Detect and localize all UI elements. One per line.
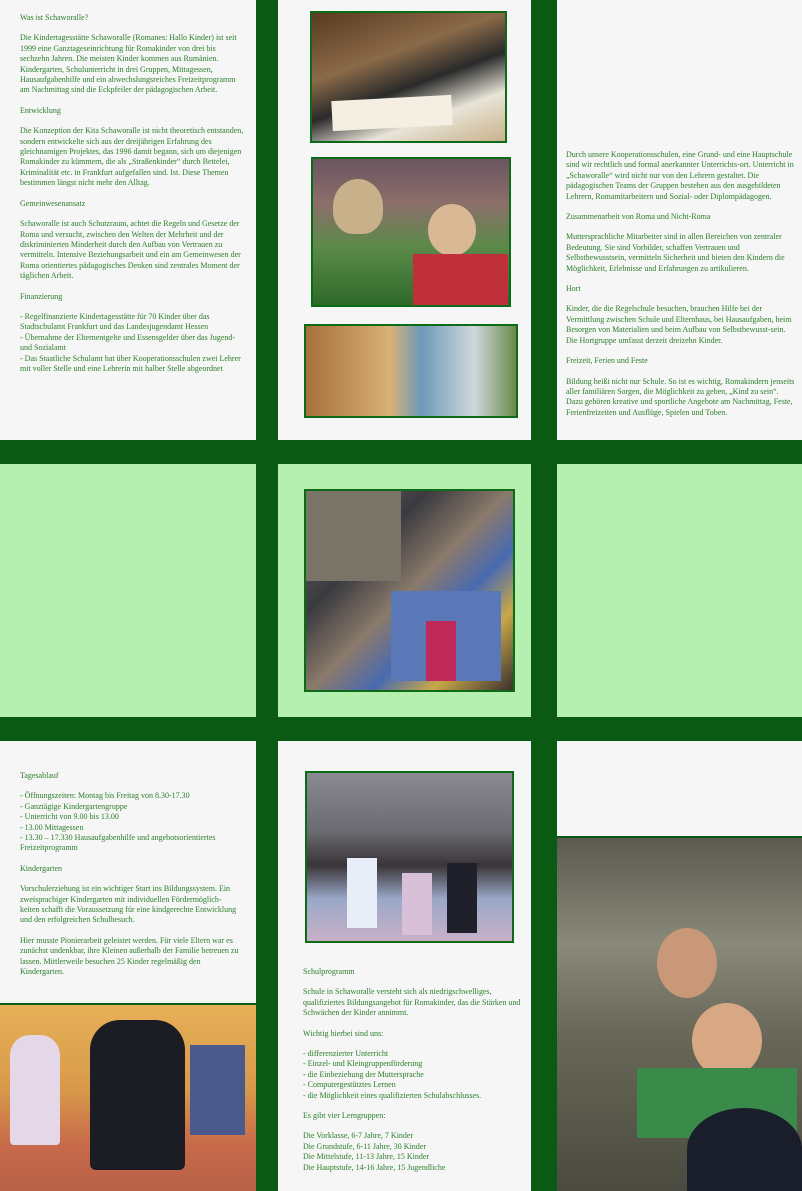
panel-cooperation xyxy=(557,0,802,440)
panel7-heading-1: Kindergarten xyxy=(20,863,63,873)
photo-children-outing xyxy=(557,838,802,1191)
panel3-heading-3: Freizeit, Ferien und Feste xyxy=(566,356,648,366)
panel3-paragraph-2: Kinder, die die Regelschule besuchen, brauchen Hilfe bei der Vermittlung zwischen Schule und Elternhaus, bei Hausaufgaben, beim Besorgen von Materialien und beim Aufbau von Selbstbewusst-sein. Die Hortgruppe umfasst derzeit dreizehn Kinder. xyxy=(566,304,792,345)
panel1-heading-2: Gemeinwesenansatz xyxy=(20,198,86,208)
panel3-paragraph-1: Muttersprachliche Mitarbeiter sind in allen Bereichen von zentraler Bedeutung. Sie sind Vorbilder, schaffen Vertrauen und Selbstbewusstsein, vermitteln Sicherheit und bieten den Kindern die Möglichkeit, Erlebnisse und Erfahrungen zu artikulieren. xyxy=(566,232,785,273)
panel1-text xyxy=(20,13,246,384)
panel-what-is-schaworalle xyxy=(0,0,256,440)
panel1-paragraph-1: Die Konzeption der Kita Schaworalle ist nicht theoretisch entstanden, sondern entwickelte sich aus der dreijährigen Erfahrung des gleichnamigen Projektes, das 1996 damit begann, sich um diejenigen Romakinder zu kümmern, die als „Straßenkinder“ durch Bettelei, Kriminalität etc. in Frankfurt aufgefallen sind. Ist. Diese Themen bestimmen längst nicht mehr den Alltag. xyxy=(20,126,244,188)
photo-children-group xyxy=(311,157,511,307)
panel7-heading-0: Tagesablauf xyxy=(20,771,59,780)
photo-collage-performance xyxy=(304,489,515,692)
panel7-paragraph-1: Vorschulerziehung ist ein wichtiger Start ins Bildungssystem. Ein zweisprachiger Kindergarten mit individuellen Fördermöglich-keiten schafft die Voraussetzung für eine kindgerechte Entwicklung und den erfolgreichen Schulbesuch. xyxy=(20,884,237,925)
panel3-text xyxy=(566,150,796,428)
panel8-paragraph-1: Wichtig hierbei sind uns: xyxy=(303,1028,384,1038)
photo-children-stage xyxy=(305,771,514,943)
panel1-paragraph-3: - Regelfinanzierte Kindertagesstätte für 70 Kinder über das Stadtschulamt Frankfurt und das Landesjugendamt Hessen - Übernahme der Elternentgelte und Essensgelder über das Jugend- und Sozialamt - Das Staatliche Schulamt hat über Kooperationsschulen zwei Lehrer mit voller Stelle und eine Lehrerin mit halber Stelle abgeordnet xyxy=(20,311,241,373)
panel3-paragraph-0: Durch unsere Kooperationsschulen, eine Grund- und eine Hauptschule sind wir rechtlich und formal anerkannter Unterrichts-ort. Unterricht in „Schaworalle“ wird nicht nur von den Lehrern gestaltet. Die pädagogischen Teams der Gruppen bestehen aus den ausgebildeten Lehrern, Romamitarbeitern und Sozial- oder Diplompädagogen. xyxy=(566,150,794,201)
panel-green-left xyxy=(0,464,256,717)
panel-white-right-small xyxy=(557,741,802,836)
panel7-paragraph-2: Hier musste Pionierarbeit geleistet werden. Für viele Eltern war es zunächst undenkbar, ihre Kleinen außerhalb der Familie betreuen zu lassen. Mittlerweile besuchen 25 Kinder regelmäßig den Kindergarten. xyxy=(20,935,239,977)
panel3-paragraph-3: Bildung heißt nicht nur Schule. So ist es wichtig, Romakindern jenseits aller familiären Sorgen, die Möglichkeit zu geben, „Kind zu sein“. Dazu gehören kreative und sportliche Angebote am Nachmittag, Feste, Ferienfreizeiten und Ausflüge, Spielen und Toben. xyxy=(566,376,795,417)
panel8-paragraph-2: - differenzierter Unterricht - Einzel- und Kleingruppenförderung - die Einbeziehung der Muttersprache - Computergestütztes Lernen - die Möglichkeit eines qualifizierten Schulabschlusses. xyxy=(303,1049,482,1100)
panel-green-center xyxy=(278,464,531,717)
panel3-heading-2: Hort xyxy=(566,284,581,294)
panel1-heading-0: Was ist Schaworalle? xyxy=(20,13,89,22)
photo-child-writing xyxy=(310,11,507,143)
panel1-paragraph-0: Die Kindertagesstätte Schaworalle (Romanes: Hallo Kinder) ist seit 1999 eine Ganztageseinrichtung für Romakinder von drei bis sechzehn Jahren. Die meisten Kinder kommen aus Rumänien. Kindergarten, Schulunterricht in drei Gruppen, Mittagessen, Hausaufgabenhilfe und ein abwechslungsreiches Freizeitprogramm am Nachmittag sind die Eckpfeiler der pädagogischen Arbeit. xyxy=(20,33,237,95)
panel-daily-schedule xyxy=(0,741,256,1003)
photo-classroom xyxy=(304,324,518,418)
panel1-paragraph-2: Schaworalle ist auch Schutzraum, achtet die Regeln und Gesetze der Roma und versucht, zwischen den Welten der Mehrheit und der diskriminierten Minderheit durch den Aufbau von Vertrauen zu vermitteln. Intensive Beziehungsarbeit und ein am Gemeinwesen der Roma orientiertes pädagogisches Denken sind zentrales Moment der täglichen Arbeit. xyxy=(20,219,241,281)
panel1-heading-3: Finanzierung xyxy=(20,291,63,301)
panel-green-right xyxy=(557,464,802,717)
panel-photos-top xyxy=(278,0,531,440)
panel7-text xyxy=(20,771,240,988)
photo-kindergarten-play xyxy=(0,1005,256,1191)
panel8-paragraph-0: Schule in Schaworalle versteht sich als niedrigschwelliges, qualifiziertes Bildungsangebot für Romakinder, das die Stärken und Schwächen der Kinder annimmt. xyxy=(303,987,521,1018)
panel-school-program xyxy=(278,741,531,1191)
panel8-paragraph-4: Die Vorklasse, 6-7 Jahre, 7 Kinder Die Grundstufe, 6-11 Jahre, 30 Kinder Die Mittelstufe, 11-13 Jahre, 15 Kinder Die Hauptstufe, 14-16 Jahre, 15 Jugendliche xyxy=(303,1131,446,1172)
panel8-paragraph-3: Es gibt vier Lerngruppen: xyxy=(303,1111,386,1121)
panel7-paragraph-0: - Öffnungszeiten: Montag bis Freitag von 8.30-17.30 - Ganztägige Kindergartengruppe - Unterricht von 9.00 bis 13.00 - 13.00 Mittagessen - 13.30 – 17.330 Hausaufgabenhilfe und angebotsorientiertes Freizeitprogramm xyxy=(20,791,216,853)
panel8-text xyxy=(303,967,523,1183)
panel8-heading-0: Schulprogramm xyxy=(303,967,355,976)
panel1-heading-1: Entwicklung xyxy=(20,105,61,115)
panel3-heading-1: Zusammenarbeit von Roma und Nicht-Roma xyxy=(566,212,711,222)
